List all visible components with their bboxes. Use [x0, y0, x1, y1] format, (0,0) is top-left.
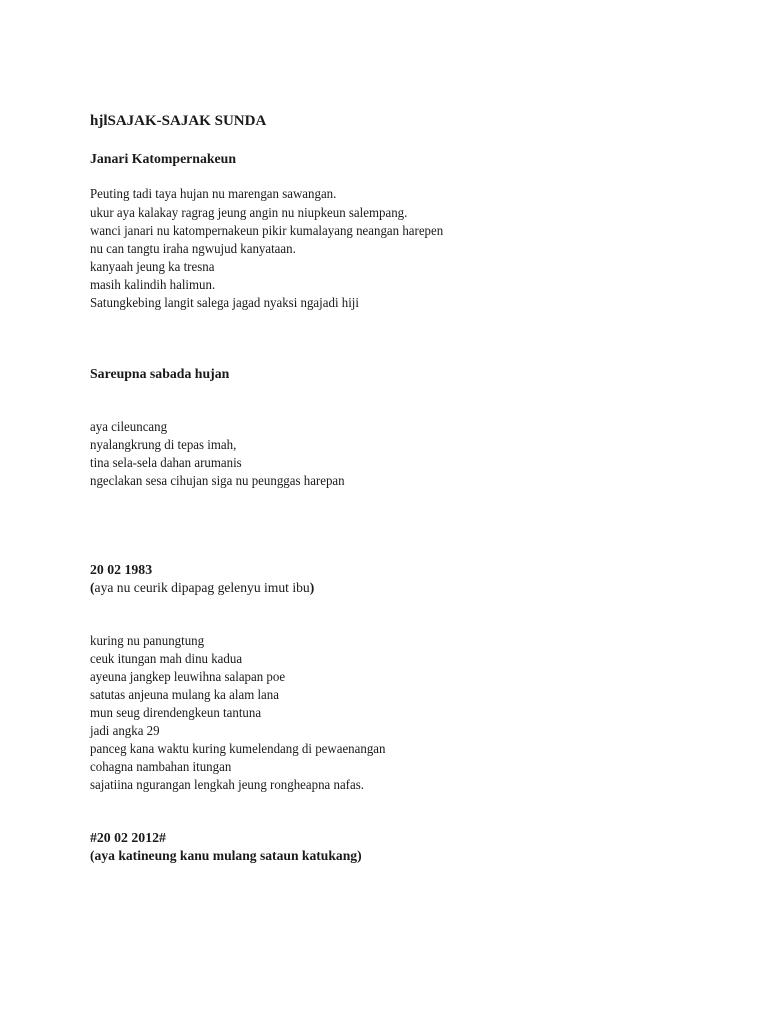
poem-line: jadi angka 29: [90, 723, 160, 738]
poem-line: cohagna nambahan itungan: [90, 759, 232, 774]
poem-heading: 20 02 1983: [90, 562, 153, 577]
poem-line: ngeclakan sesa cihujan siga nu peunggas harepan: [90, 473, 345, 488]
poem-line: ayeuna jangkep leuwihna salapan poe: [90, 669, 286, 684]
poem-line: mun seug direndengkeun tantuna: [90, 705, 262, 720]
poem-line: ukur aya kalakay ragrag jeung angin nu niupkeun salempang.: [90, 205, 408, 220]
poem-line: Satungkebing langit salega jagad nyaksi ngajadi hiji: [90, 295, 359, 310]
poem-subtitle: (aya katineung kanu mulang sataun katukang): [90, 848, 362, 863]
poem-line: wanci janari nu katompernakeun pikir kumalayang neangan harepen: [90, 223, 444, 238]
poem-line: Peuting tadi taya hujan nu marengan sawangan.: [90, 186, 337, 201]
poem-line: nyalangkrung di tepas imah,: [90, 437, 237, 452]
poem-subtitle-text: aya nu ceurik dipapag gelenyu imut ibu: [94, 580, 310, 595]
poem-line: kuring nu panungtung: [90, 633, 205, 648]
poem-line: sajatiina ngurangan lengkah jeung rongheapna nafas.: [90, 777, 364, 792]
poem-heading: Sareupna sabada hujan: [90, 366, 230, 381]
poem-line: satutas anjeuna mulang ka alam lana: [90, 687, 279, 702]
document-title: hjlSAJAK-SAJAK SUNDA: [90, 113, 267, 129]
poem-line: aya cileuncang: [90, 419, 168, 434]
poem-line: kanyaah jeung ka tresna: [90, 259, 215, 274]
poem-line: ceuk itungan mah dinu kadua: [90, 651, 243, 666]
poem-line: masih kalindih halimun.: [90, 277, 216, 292]
poem-line: tina sela-sela dahan arumanis: [90, 455, 242, 470]
poem-heading: Janari Katompernakeun: [90, 151, 237, 166]
poem-line: panceg kana waktu kuring kumelendang di pewaenangan: [90, 741, 386, 756]
poem-subtitle: (aya nu ceurik dipapag gelenyu imut ibu): [90, 580, 315, 595]
poem-heading: #20 02 2012#: [90, 830, 166, 845]
poem-line: nu can tangtu iraha ngwujud kanyataan.: [90, 241, 296, 256]
